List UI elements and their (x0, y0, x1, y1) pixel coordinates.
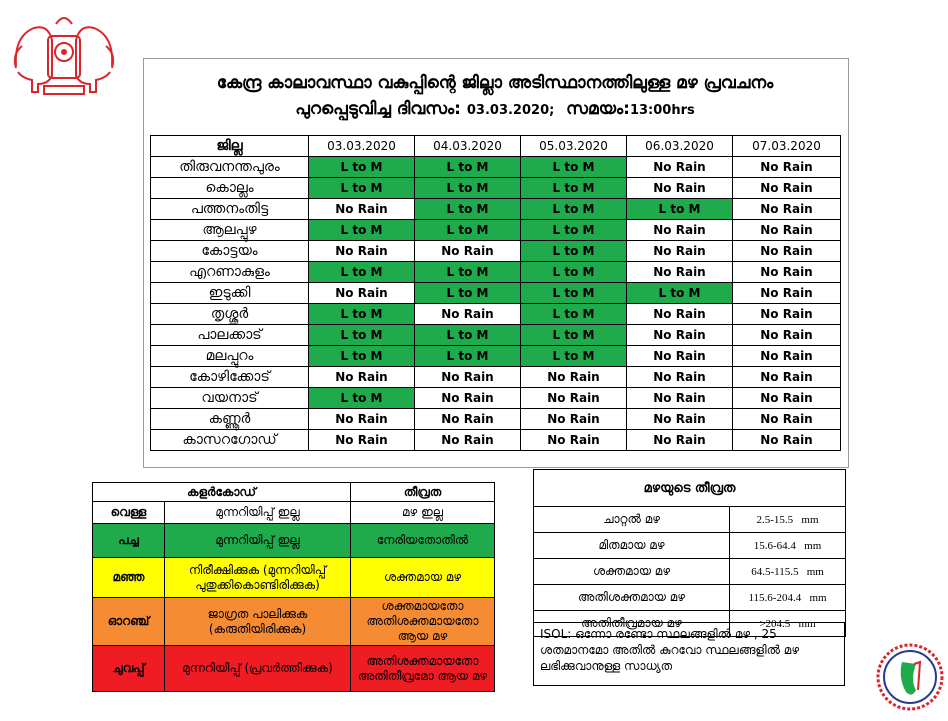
color-code-row (93, 558, 495, 598)
forecast-cell: L to M (521, 220, 627, 241)
forecast-cell: No Rain (627, 304, 733, 325)
page-title: കേന്ദ്ര കാലാവസ്ഥാ വകുപ്പിന്റെ ജില്ലാ അടിസ്ഥാനത്തിലുള്ള മഴ പ്രവചനം (216, 73, 774, 93)
color-code-header: കളർകോഡ് (93, 483, 351, 502)
kerala-emblem-icon (8, 6, 120, 106)
forecast-cell: L to M (521, 325, 627, 346)
forecast-cell: No Rain (733, 157, 841, 178)
warning-text: ജാഗ്രത പാലിക്കുക (കരുതിയിരിക്കുക) (165, 598, 351, 646)
warning-text: മുന്നറിയിപ്പ് ഇല്ല (165, 502, 351, 524)
forecast-table (150, 135, 841, 451)
forecast-cell: No Rain (627, 388, 733, 409)
district-name: തിരുവനന്തപുരം (151, 157, 309, 178)
intensity-text: മഴ ഇല്ല (351, 502, 495, 524)
district-name: മലപ്പുറം (151, 346, 309, 367)
district-name: കണ്ണൂർ (151, 409, 309, 430)
forecast-cell: L to M (521, 304, 627, 325)
forecast-cell: L to M (415, 157, 521, 178)
forecast-cell: L to M (309, 262, 415, 283)
color-code-row (93, 598, 495, 646)
district-name: പത്തനംതിട്ട (151, 199, 309, 220)
forecast-cell: No Rain (521, 409, 627, 430)
forecast-cell: No Rain (627, 157, 733, 178)
color-code-table (92, 482, 495, 692)
forecast-cell: No Rain (733, 262, 841, 283)
forecast-cell: No Rain (627, 367, 733, 388)
forecast-cell: No Rain (415, 304, 521, 325)
color-name: പച്ച (93, 524, 165, 558)
intensity-range: 115.6-204.4 mm (730, 585, 846, 611)
forecast-cell: L to M (521, 241, 627, 262)
forecast-cell: No Rain (733, 178, 841, 199)
forecast-cell: L to M (415, 283, 521, 304)
forecast-cell: No Rain (309, 430, 415, 451)
forecast-cell: No Rain (415, 241, 521, 262)
warning-text: മുന്നറിയിപ്പ് (പ്രവർത്തിക്കുക) (165, 646, 351, 692)
forecast-cell: No Rain (309, 241, 415, 262)
intensity-label: ശക്തമായ മഴ (534, 559, 730, 585)
forecast-cell: No Rain (521, 430, 627, 451)
intensity-range: >204.5 mm (730, 611, 846, 637)
forecast-cell: L to M (309, 157, 415, 178)
intensity-range: 64.5-115.5 mm (730, 559, 846, 585)
table-row (151, 199, 841, 220)
intensity-row (534, 585, 846, 611)
intensity-header: തീവ്രത (351, 483, 495, 502)
intensity-label: അതിശക്തമായ മഴ (534, 585, 730, 611)
forecast-cell: L to M (521, 346, 627, 367)
issue-info (150, 99, 840, 119)
forecast-cell: No Rain (309, 409, 415, 430)
table-row (151, 178, 841, 199)
forecast-cell: L to M (521, 199, 627, 220)
district-name: ആലപ്പുഴ (151, 220, 309, 241)
forecast-cell: L to M (627, 283, 733, 304)
forecast-cell: No Rain (309, 199, 415, 220)
issued-label: പുറപ്പെടുവിച്ച ദിവസം: (295, 99, 461, 119)
forecast-cell: L to M (415, 199, 521, 220)
forecast-cell: L to M (627, 199, 733, 220)
intensity-table-header-row (534, 470, 846, 507)
forecast-cell: L to M (521, 157, 627, 178)
table-row (151, 241, 841, 262)
forecast-cell: L to M (309, 304, 415, 325)
issued-date: 03.03.2020; (466, 103, 555, 118)
table-row (151, 304, 841, 325)
intensity-row (534, 507, 846, 533)
district-name: കോഴിക്കോട് (151, 367, 309, 388)
forecast-header-row (151, 136, 841, 157)
table-row (151, 220, 841, 241)
district-name: കൊല്ലം (151, 178, 309, 199)
intensity-text: അതിശക്തമായതോ അതിതീവ്രമോ ആയ മഴ (351, 646, 495, 692)
table-row (151, 409, 841, 430)
forecast-cell: No Rain (627, 241, 733, 262)
district-header: ജില്ല (151, 136, 309, 157)
forecast-cell: No Rain (733, 346, 841, 367)
forecast-cell: L to M (521, 283, 627, 304)
date-header: 03.03.2020 (309, 136, 415, 157)
forecast-cell: No Rain (627, 325, 733, 346)
forecast-cell: L to M (415, 220, 521, 241)
district-name: എറണാകുളം (151, 262, 309, 283)
table-row (151, 346, 841, 367)
time-value: 13:00 (629, 103, 672, 118)
district-name: വയനാട് (151, 388, 309, 409)
forecast-cell: No Rain (733, 283, 841, 304)
district-name: തൃശ്ശൂർ (151, 304, 309, 325)
forecast-cell: L to M (415, 178, 521, 199)
color-name: മഞ്ഞ (93, 558, 165, 598)
isol-note: ISOL: ഒന്നോ രണ്ടോ സ്ഥലങ്ങളിൽ മഴ , 25 ശതമാനമോ അതിൽ കുറവോ സ്ഥലങ്ങളിൽ മഴ ലഭിക്കുവാനുള്ള സാധ്യത (533, 622, 845, 686)
forecast-cell: No Rain (733, 220, 841, 241)
warning-text: നിരീക്ഷിക്കുക (മുന്നറിയിപ്പ് പുതുക്കികൊണ്ടിരിക്കുക) (165, 558, 351, 598)
table-row (151, 283, 841, 304)
imd-logo-icon (876, 640, 944, 714)
district-name: ഇടുക്കി (151, 283, 309, 304)
time-label: സമയം: (566, 99, 630, 119)
date-header: 05.03.2020 (521, 136, 627, 157)
forecast-cell: L to M (521, 178, 627, 199)
district-name: കാസറഗോഡ് (151, 430, 309, 451)
forecast-cell: No Rain (627, 220, 733, 241)
forecast-cell: No Rain (309, 367, 415, 388)
color-code-row (93, 502, 495, 524)
intensity-label: അതിതീവ്രമായ മഴ (534, 611, 730, 637)
intensity-range: 15.6-64.4 mm (730, 533, 846, 559)
forecast-cell: No Rain (627, 346, 733, 367)
table-row (151, 388, 841, 409)
forecast-cell: L to M (309, 346, 415, 367)
forecast-cell: No Rain (627, 430, 733, 451)
color-code-row (93, 524, 495, 558)
forecast-cell: L to M (309, 220, 415, 241)
warning-text: മുന്നറിയിപ്പ് ഇല്ല (165, 524, 351, 558)
forecast-cell: L to M (309, 178, 415, 199)
forecast-cell: L to M (415, 325, 521, 346)
color-name: ഓറഞ്ച് (93, 598, 165, 646)
forecast-cell: L to M (415, 346, 521, 367)
forecast-cell: No Rain (521, 367, 627, 388)
intensity-text: ശക്തമായ മഴ (351, 558, 495, 598)
intensity-label: ചാറ്റൽ മഴ (534, 507, 730, 533)
forecast-cell: No Rain (627, 178, 733, 199)
rain-intensity-table (533, 469, 846, 637)
table-row (151, 262, 841, 283)
forecast-cell: No Rain (733, 388, 841, 409)
date-header: 07.03.2020 (733, 136, 841, 157)
forecast-cell: No Rain (733, 325, 841, 346)
intensity-label: മിതമായ മഴ (534, 533, 730, 559)
forecast-cell: No Rain (627, 409, 733, 430)
color-name: ചുവപ്പ് (93, 646, 165, 692)
intensity-text: നേരിയതോതിൽ (351, 524, 495, 558)
forecast-cell: No Rain (733, 430, 841, 451)
table-row (151, 157, 841, 178)
forecast-cell: No Rain (733, 241, 841, 262)
intensity-row (534, 533, 846, 559)
date-header: 04.03.2020 (415, 136, 521, 157)
forecast-cell: No Rain (415, 430, 521, 451)
forecast-cell: No Rain (521, 388, 627, 409)
forecast-cell: No Rain (733, 367, 841, 388)
forecast-cell: L to M (415, 262, 521, 283)
forecast-cell: No Rain (309, 283, 415, 304)
table-row (151, 325, 841, 346)
intensity-range: 2.5-15.5 mm (730, 507, 846, 533)
forecast-cell: L to M (521, 262, 627, 283)
color-name: വെള്ള (93, 502, 165, 524)
table-row (151, 367, 841, 388)
table-row (151, 430, 841, 451)
forecast-cell: L to M (309, 325, 415, 346)
color-code-header-row (93, 483, 495, 502)
time-unit: hrs (671, 103, 695, 118)
forecast-cell: No Rain (627, 262, 733, 283)
date-header: 06.03.2020 (627, 136, 733, 157)
forecast-cell: L to M (309, 388, 415, 409)
color-code-row (93, 646, 495, 692)
forecast-cell: No Rain (733, 304, 841, 325)
intensity-text: ശക്തമായതോ അതിശക്തമായതോ ആയ മഴ (351, 598, 495, 646)
forecast-cell: No Rain (415, 409, 521, 430)
forecast-cell: No Rain (733, 199, 841, 220)
forecast-cell: No Rain (415, 388, 521, 409)
forecast-cell: No Rain (415, 367, 521, 388)
forecast-cell: No Rain (733, 409, 841, 430)
district-name: കോട്ടയം (151, 241, 309, 262)
intensity-row (534, 559, 846, 585)
district-name: പാലക്കാട് (151, 325, 309, 346)
rain-intensity-header: മഴയുടെ തീവ്രത (534, 470, 846, 507)
